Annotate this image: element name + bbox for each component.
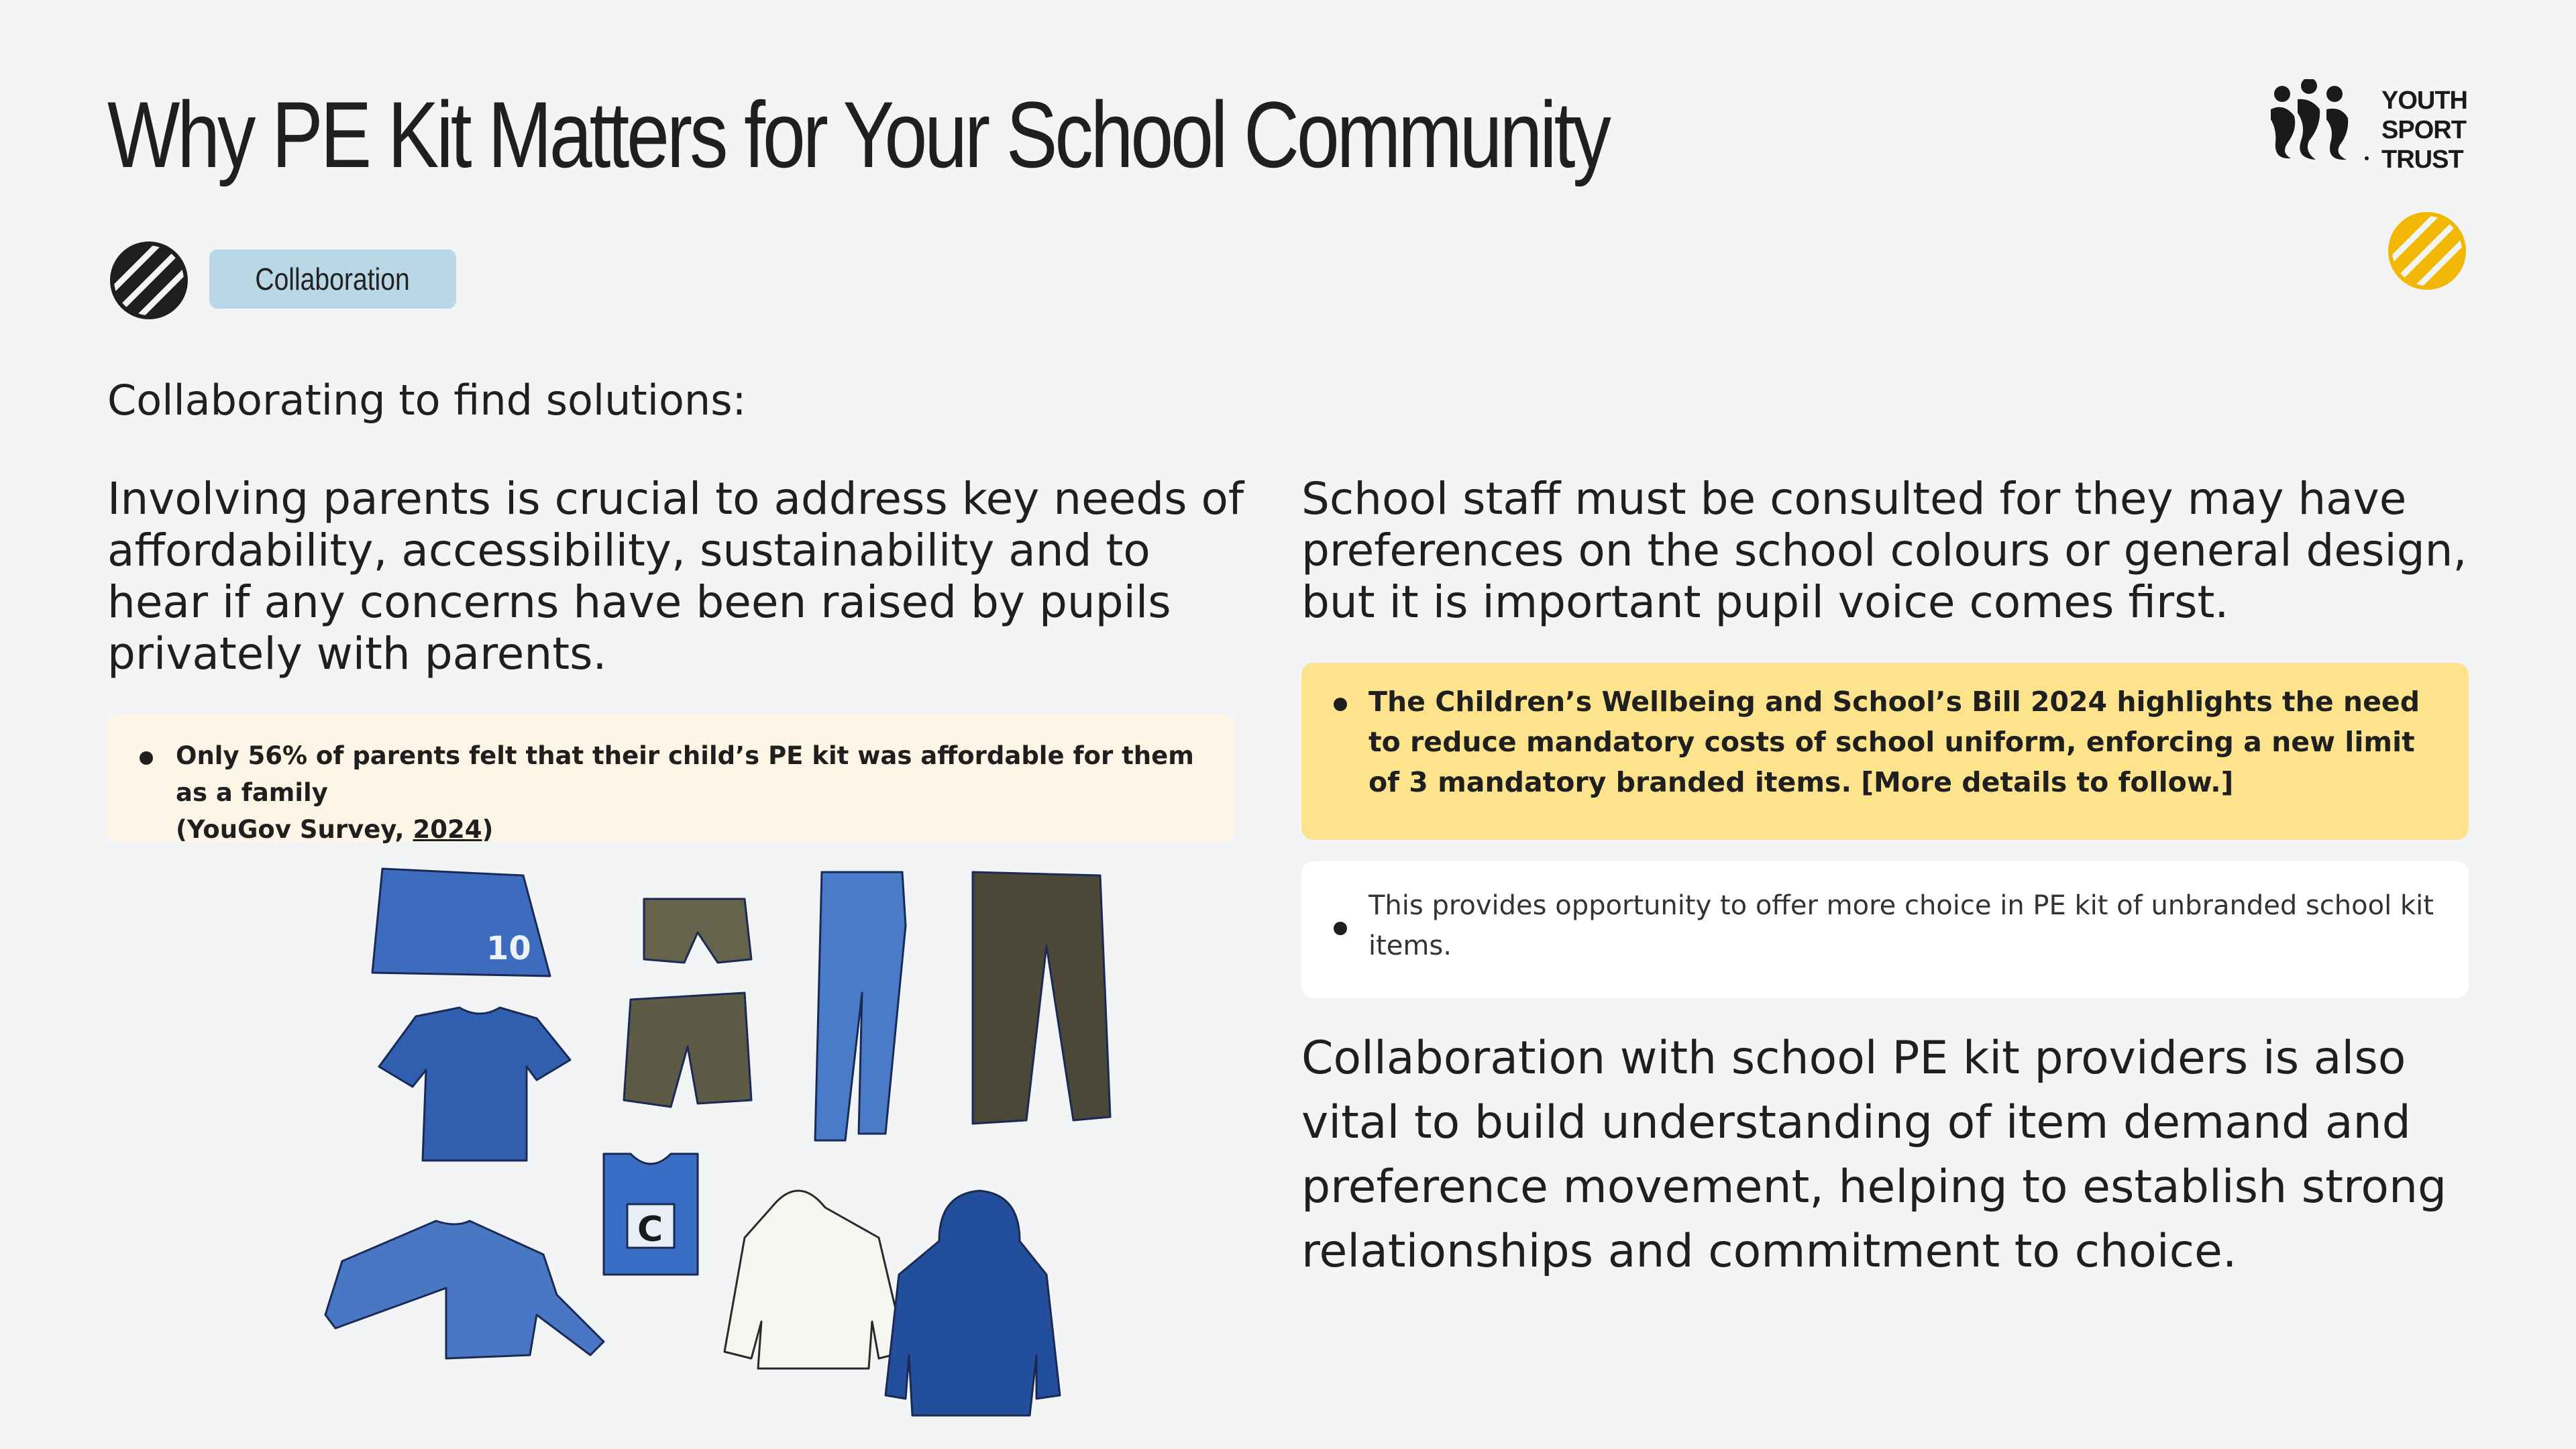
logo-line-youth: YOUTH — [2381, 87, 2467, 115]
opportunity-info-box — [1301, 861, 2469, 998]
section-subheading: Collaborating to find solutions: — [107, 376, 747, 425]
affordability-stat-text: Only 56% of parents felt that their child’s PE kit was affordable for them as a family (YouGov Survey, 2024) — [176, 741, 1194, 844]
sweatshirt-drawing — [325, 1221, 604, 1358]
logo-line-sport: SPORT — [2381, 116, 2466, 144]
bullet-dot — [140, 751, 153, 765]
hoodie-drawing — [724, 1191, 906, 1368]
youth-sport-trust-logo — [2267, 79, 2482, 174]
affordability-stat-box — [107, 714, 1234, 842]
bib-letter: C — [637, 1210, 663, 1250]
staff-paragraph: School staff must be consulted for they may have preferences on the school colours or general design, but it is important pupil voice comes first. — [1301, 473, 2467, 628]
jacket-drawing — [885, 1191, 1060, 1415]
bill-highlight-box — [1301, 663, 2469, 840]
track-pants-drawing — [973, 872, 1110, 1124]
logo-line-trust: TRUST — [2381, 146, 2463, 174]
pe-kit-illustration — [215, 859, 1140, 1422]
category-tag: Collaboration — [209, 250, 456, 309]
providers-paragraph: Collaboration with school PE kit providers is also vital to build understanding of item demand and preference movement, helping to establish strong relationships and commitment to choice. — [1301, 1032, 2447, 1278]
tracksuit-bottoms-drawing — [815, 872, 906, 1140]
bullet-dot — [1334, 922, 1347, 935]
survey-year-link[interactable]: 2024 — [413, 815, 482, 844]
opportunity-info-text: This provides opportunity to offer more choice in PE kit of unbranded school kit items. — [1368, 890, 2434, 961]
logo-figures-icon — [2267, 79, 2375, 166]
tshirt-drawing — [379, 1008, 570, 1161]
bullet-dot — [1334, 698, 1347, 711]
parents-paragraph: Involving parents is crucial to address key needs of affordability, accessibility, sustainability and to hear if any concerns have been raised by pupils privately with parents. — [107, 473, 1244, 680]
skirt-number: 10 — [486, 930, 531, 967]
short-shorts-drawing — [644, 899, 751, 963]
bill-highlight-text: The Children’s Wellbeing and School’s Bill 2024 highlights the need to reduce mandatory costs of school uniform, enforcing a new limit of 3 mandatory branded items. [More details to follow.] — [1368, 686, 2420, 798]
yellow-striped-circle-icon — [2385, 209, 2469, 292]
striped-circle-icon — [107, 239, 191, 322]
long-shorts-drawing — [624, 993, 751, 1107]
page-title: Why PE Kit Matters for Your School Community — [107, 82, 1609, 187]
